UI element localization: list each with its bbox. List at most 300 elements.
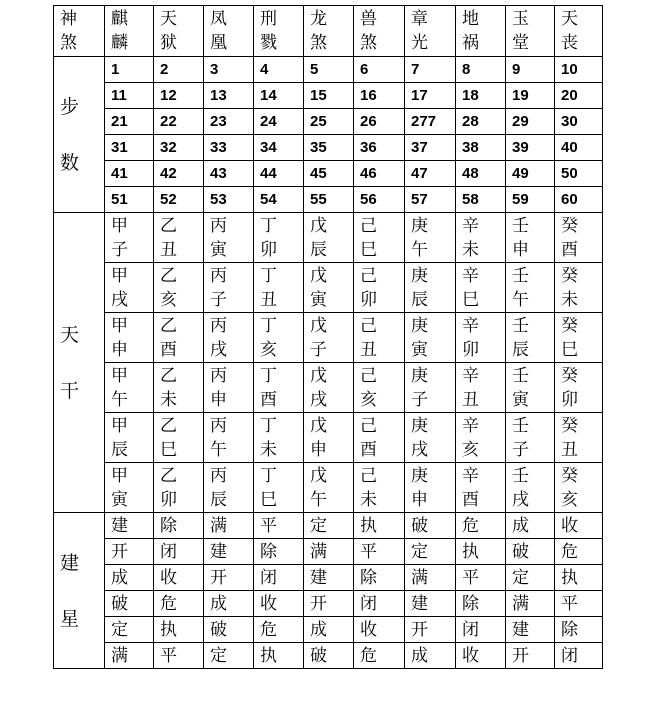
god-name-cell-char: 祸 (462, 33, 479, 53)
ganzhi-cell-char: 甲 (111, 265, 128, 286)
ganzhi-cell (354, 363, 405, 413)
ganzhi-cell-char: 甲 (111, 365, 128, 386)
ganzhi-cell-char: 庚 (411, 465, 428, 486)
jianxing-cell: 破 (105, 591, 154, 617)
step-row (54, 83, 603, 109)
jianxing-cell: 闭 (456, 617, 506, 643)
jianxing-cell: 建 (304, 565, 354, 591)
ganzhi-cell-char: 寅 (411, 339, 428, 360)
ganzhi-cell (506, 413, 555, 463)
jianxing-cell: 执 (154, 617, 204, 643)
ganzhi-cell-char: 酉 (561, 239, 578, 260)
jianxing-cell: 平 (254, 513, 304, 539)
jianxing-cell: 执 (254, 643, 304, 669)
ganzhi-cell (204, 413, 254, 463)
ganzhi-cell-char: 卯 (462, 339, 479, 360)
ganzhi-cell (105, 363, 154, 413)
ganzhi-row (54, 213, 603, 263)
ganzhi-cell-char: 壬 (512, 265, 529, 286)
jianxing-cell: 除 (254, 539, 304, 565)
jianxing-cell: 建 (405, 591, 456, 617)
step-number: 14 (254, 83, 304, 109)
jianxing-cell: 闭 (555, 643, 603, 669)
ganzhi-cell-char: 辰 (210, 489, 227, 510)
ganzhi-cell-char: 己 (360, 465, 377, 486)
ganzhi-cell (105, 213, 154, 263)
step-number: 37 (405, 135, 456, 161)
god-name-cell-char: 麟 (111, 33, 128, 53)
ganzhi-cell-char: 午 (411, 239, 428, 260)
jianxing-row (54, 591, 603, 617)
ganzhi-cell-char: 甲 (111, 315, 128, 336)
god-name-cell-char: 煞 (310, 33, 327, 53)
ganzhi-cell-char: 癸 (561, 315, 578, 336)
ganzhi-cell (405, 363, 456, 413)
ganzhi-cell-char: 乙 (160, 415, 177, 436)
ganzhi-cell-char: 戌 (210, 339, 227, 360)
jianxing-cell: 平 (555, 591, 603, 617)
ganzhi-cell (254, 463, 304, 513)
ganzhi-cell-char: 乙 (160, 265, 177, 286)
ganzhi-cell-char: 丙 (210, 215, 227, 236)
step-number: 19 (506, 83, 555, 109)
ganzhi-cell-char: 申 (411, 489, 428, 510)
jianxing-cell: 定 (506, 565, 555, 591)
step-number: 12 (154, 83, 204, 109)
step-number: 25 (304, 109, 354, 135)
ganzhi-cell-char: 巳 (260, 489, 277, 510)
ganzhi-row (54, 313, 603, 363)
ganzhi-cell-char: 丑 (360, 339, 377, 360)
ganzhi-cell-char: 己 (360, 215, 377, 236)
ganzhi-cell-char: 戊 (310, 415, 327, 436)
jianxing-cell: 除 (154, 513, 204, 539)
jianxing-cell: 收 (354, 617, 405, 643)
god-name-cell (405, 6, 456, 57)
step-number: 59 (506, 187, 555, 213)
ganzhi-cell-char: 子 (210, 289, 227, 310)
jianxing-cell: 闭 (154, 539, 204, 565)
ganzhi-cell (354, 413, 405, 463)
step-row (54, 161, 603, 187)
step-number: 17 (405, 83, 456, 109)
step-number: 53 (204, 187, 254, 213)
ganzhi-cell-char: 子 (310, 339, 327, 360)
ganzhi-cell (354, 463, 405, 513)
ganzhi-cell-char: 辰 (111, 439, 128, 460)
jianxing-cell: 开 (304, 591, 354, 617)
jianxing-cell: 满 (405, 565, 456, 591)
ganzhi-cell-char: 庚 (411, 215, 428, 236)
step-number: 34 (254, 135, 304, 161)
ganzhi-cell-char: 卯 (360, 289, 377, 310)
step-number: 54 (254, 187, 304, 213)
ganzhi-cell (254, 413, 304, 463)
corner-cell-char: 煞 (60, 33, 77, 53)
ganzhi-cell-char: 午 (512, 289, 529, 310)
ganzhi-cell-char: 丙 (210, 315, 227, 336)
ganzhi-cell (304, 263, 354, 313)
ganzhi-cell-char: 戌 (512, 489, 529, 510)
ganzhi-label-char: 干 (60, 379, 80, 402)
ganzhi-cell-char: 癸 (561, 465, 578, 486)
ganzhi-cell-char: 戌 (310, 389, 327, 410)
ganzhi-cell-char: 未 (360, 489, 377, 510)
god-name-cell-char: 章 (411, 9, 428, 29)
jianxing-cell: 破 (506, 539, 555, 565)
ganzhi-cell-char: 巳 (462, 289, 479, 310)
god-name-cell (204, 6, 254, 57)
step-number: 9 (506, 57, 555, 83)
ganzhi-cell-char: 丁 (260, 415, 277, 436)
ganzhi-cell (154, 213, 204, 263)
god-name-cell-char: 麒 (111, 9, 128, 29)
ganzhi-cell (105, 413, 154, 463)
step-number: 35 (304, 135, 354, 161)
jianxing-cell: 执 (456, 539, 506, 565)
jianxing-cell: 成 (105, 565, 154, 591)
step-number: 4 (254, 57, 304, 83)
ganzhi-cell-char: 巳 (160, 439, 177, 460)
ganzhi-cell (354, 263, 405, 313)
corner-cell-char: 神 (60, 9, 77, 29)
ganzhi-cell-char: 乙 (160, 215, 177, 236)
ganzhi-cell-char: 未 (260, 439, 277, 460)
ganzhi-cell-char: 丙 (210, 265, 227, 286)
god-name-cell (456, 6, 506, 57)
ganzhi-cell (405, 263, 456, 313)
jianxing-cell: 闭 (254, 565, 304, 591)
step-number: 24 (254, 109, 304, 135)
god-name-cell-char: 凤 (210, 9, 227, 29)
ganzhi-cell (405, 413, 456, 463)
jianxing-cell: 危 (555, 539, 603, 565)
god-name-cell-char: 戮 (260, 33, 277, 53)
ganzhi-cell-char: 午 (310, 489, 327, 510)
step-number: 58 (456, 187, 506, 213)
ganzhi-cell-char: 辛 (462, 365, 479, 386)
jianxing-cell: 破 (304, 643, 354, 669)
jianxing-cell: 成 (405, 643, 456, 669)
ganzhi-cell-char: 庚 (411, 365, 428, 386)
jianxing-cell: 破 (204, 617, 254, 643)
god-name-cell (304, 6, 354, 57)
jianxing-cell: 执 (555, 565, 603, 591)
ganzhi-cell-char: 丙 (210, 415, 227, 436)
ganzhi-label (54, 213, 105, 513)
step-number: 5 (304, 57, 354, 83)
ganzhi-cell (154, 263, 204, 313)
ganzhi-cell-char: 己 (360, 415, 377, 436)
jianxing-row (54, 643, 603, 669)
jianxing-label (54, 513, 105, 669)
ganzhi-cell-char: 丁 (260, 265, 277, 286)
jianxing-cell: 除 (456, 591, 506, 617)
ganzhi-cell-char: 戊 (310, 365, 327, 386)
ganzhi-cell-char: 乙 (160, 315, 177, 336)
step-number: 11 (105, 83, 154, 109)
ganzhi-cell-char: 庚 (411, 315, 428, 336)
step-number: 8 (456, 57, 506, 83)
ganzhi-cell (555, 263, 603, 313)
step-number: 32 (154, 135, 204, 161)
ganzhi-cell-char: 丙 (210, 465, 227, 486)
jianxing-cell: 满 (204, 513, 254, 539)
ganzhi-cell (304, 413, 354, 463)
jianxing-cell: 开 (405, 617, 456, 643)
step-row (54, 109, 603, 135)
step-number: 52 (154, 187, 204, 213)
god-name-cell (254, 6, 304, 57)
ganzhi-cell (304, 313, 354, 363)
ganzhi-cell-char: 戊 (310, 315, 327, 336)
ganzhi-cell-char: 辛 (462, 315, 479, 336)
jianxing-cell: 危 (154, 591, 204, 617)
ganzhi-cell-char: 酉 (360, 439, 377, 460)
ganzhi-cell (204, 263, 254, 313)
step-number: 6 (354, 57, 405, 83)
jianxing-cell: 收 (555, 513, 603, 539)
ganzhi-cell (154, 463, 204, 513)
ganzhi-row (54, 463, 603, 513)
step-number: 31 (105, 135, 154, 161)
ganzhi-cell-char: 乙 (160, 465, 177, 486)
step-number: 43 (204, 161, 254, 187)
ganzhi-cell-char: 辛 (462, 415, 479, 436)
jianxing-cell: 危 (456, 513, 506, 539)
ganzhi-cell-char: 戊 (310, 265, 327, 286)
step-number: 277 (405, 109, 456, 135)
ganzhi-cell (405, 213, 456, 263)
jianxing-cell: 成 (204, 591, 254, 617)
step-number: 47 (405, 161, 456, 187)
ganzhi-cell (154, 313, 204, 363)
jianxing-cell: 开 (105, 539, 154, 565)
ganzhi-cell (304, 213, 354, 263)
ganzhi-cell-char: 寅 (210, 239, 227, 260)
step-number: 21 (105, 109, 154, 135)
ganzhi-cell-char: 癸 (561, 265, 578, 286)
ganzhi-row (54, 363, 603, 413)
ganzhi-cell (105, 263, 154, 313)
ganzhi-cell (555, 463, 603, 513)
ganzhi-cell-char: 子 (111, 239, 128, 260)
jianxing-cell: 收 (154, 565, 204, 591)
step-number: 33 (204, 135, 254, 161)
jianxing-row (54, 539, 603, 565)
jianxing-cell: 开 (204, 565, 254, 591)
ganzhi-cell (506, 463, 555, 513)
ganzhi-cell (354, 213, 405, 263)
ganzhi-cell-char: 庚 (411, 415, 428, 436)
step-number: 1 (105, 57, 154, 83)
ganzhi-cell-char: 壬 (512, 365, 529, 386)
ganzhi-cell-char: 丑 (462, 389, 479, 410)
ganzhi-cell-char: 未 (561, 289, 578, 310)
jianxing-cell: 危 (254, 617, 304, 643)
jianxing-cell: 定 (105, 617, 154, 643)
ganzhi-cell-char: 卯 (160, 489, 177, 510)
ganzhi-cell (204, 363, 254, 413)
god-name-cell-char: 堂 (512, 33, 529, 53)
step-number: 40 (555, 135, 603, 161)
step-row (54, 187, 603, 213)
step-number: 55 (304, 187, 354, 213)
ganzhi-cell-char: 子 (411, 389, 428, 410)
jianxing-cell: 平 (456, 565, 506, 591)
ganzhi-cell (105, 313, 154, 363)
jianxing-cell: 建 (105, 513, 154, 539)
ganzhi-cell (456, 463, 506, 513)
ganzhi-cell-char: 癸 (561, 365, 578, 386)
ganzhi-cell (254, 263, 304, 313)
step-number: 57 (405, 187, 456, 213)
ganzhi-cell-char: 辰 (411, 289, 428, 310)
god-name-cell-char: 天 (160, 9, 177, 29)
jianxing-cell: 平 (154, 643, 204, 669)
step-number: 44 (254, 161, 304, 187)
god-name-cell-char: 天 (561, 9, 578, 29)
jianxing-row (54, 565, 603, 591)
steps-label (54, 57, 105, 213)
god-name-cell-char: 凰 (210, 33, 227, 53)
step-number: 3 (204, 57, 254, 83)
ganzhi-cell-char: 甲 (111, 215, 128, 236)
ganzhi-cell-char: 壬 (512, 215, 529, 236)
jianxing-cell: 破 (405, 513, 456, 539)
ganzhi-cell (555, 213, 603, 263)
ganzhi-cell-char: 申 (512, 239, 529, 260)
ganzhi-cell-char: 丁 (260, 465, 277, 486)
step-number: 22 (154, 109, 204, 135)
ganzhi-cell (254, 213, 304, 263)
jianxing-row (54, 513, 603, 539)
ganzhi-cell-char: 壬 (512, 315, 529, 336)
header-row (54, 6, 603, 57)
step-number: 45 (304, 161, 354, 187)
step-number: 10 (555, 57, 603, 83)
step-number: 49 (506, 161, 555, 187)
ganzhi-row (54, 413, 603, 463)
jianxing-cell: 满 (304, 539, 354, 565)
ganzhi-cell (304, 463, 354, 513)
god-name-cell (105, 6, 154, 57)
god-name-cell-char: 玉 (512, 9, 529, 29)
step-number: 13 (204, 83, 254, 109)
ganzhi-cell-char: 午 (111, 389, 128, 410)
ganzhi-cell-char: 甲 (111, 465, 128, 486)
step-number: 16 (354, 83, 405, 109)
step-number: 60 (555, 187, 603, 213)
jianxing-cell: 建 (204, 539, 254, 565)
ganzhi-cell (456, 363, 506, 413)
ganzhi-cell-char: 辰 (310, 239, 327, 260)
ganzhi-cell-char: 丑 (160, 239, 177, 260)
god-name-cell-char: 狱 (160, 33, 177, 53)
ganzhi-cell-char: 酉 (462, 489, 479, 510)
ganzhi-cell (555, 313, 603, 363)
god-name-cell (154, 6, 204, 57)
ganzhi-label-char: 天 (60, 323, 80, 346)
step-number: 23 (204, 109, 254, 135)
ganzhi-cell (254, 363, 304, 413)
step-number: 30 (555, 109, 603, 135)
jianxing-label-char: 星 (60, 607, 80, 630)
ganzhi-cell-char: 申 (310, 439, 327, 460)
ganzhi-cell-char: 酉 (260, 389, 277, 410)
ganzhi-cell-char: 丁 (260, 365, 277, 386)
ganzhi-cell-char: 亥 (360, 389, 377, 410)
ganzhi-cell (304, 363, 354, 413)
god-name-cell (354, 6, 405, 57)
ganzhi-cell-char: 午 (210, 439, 227, 460)
ganzhi-cell (405, 313, 456, 363)
ganzhi-cell-char: 己 (360, 315, 377, 336)
step-number: 56 (354, 187, 405, 213)
ganzhi-cell-char: 巳 (561, 339, 578, 360)
ganzhi-cell-char: 寅 (111, 489, 128, 510)
ganzhi-cell-char: 己 (360, 365, 377, 386)
ganzhi-cell-char: 巳 (360, 239, 377, 260)
ganzhi-cell-char: 庚 (411, 265, 428, 286)
ganzhi-cell-char: 己 (360, 265, 377, 286)
ganzhi-cell-char: 辛 (462, 265, 479, 286)
ganzhi-cell (204, 313, 254, 363)
ganzhi-cell-char: 卯 (561, 389, 578, 410)
ganzhi-cell (456, 263, 506, 313)
ganzhi-cell (506, 313, 555, 363)
god-name-cell (506, 6, 555, 57)
step-number: 38 (456, 135, 506, 161)
step-row (54, 135, 603, 161)
jianxing-cell: 开 (506, 643, 555, 669)
ganzhi-cell-char: 戌 (111, 289, 128, 310)
jianxing-cell: 满 (105, 643, 154, 669)
ganzhi-row (54, 263, 603, 313)
ganzhi-cell (506, 263, 555, 313)
ganzhi-cell (456, 213, 506, 263)
step-number: 41 (105, 161, 154, 187)
ganzhi-cell-char: 未 (462, 239, 479, 260)
ganzhi-cell-char: 戌 (411, 439, 428, 460)
ganzhi-cell-char: 寅 (310, 289, 327, 310)
step-number: 2 (154, 57, 204, 83)
ganzhi-cell-char: 癸 (561, 415, 578, 436)
jianxing-cell: 定 (204, 643, 254, 669)
jianxing-cell: 闭 (354, 591, 405, 617)
step-number: 48 (456, 161, 506, 187)
ganzhi-cell (555, 413, 603, 463)
ganzhi-cell-char: 辰 (512, 339, 529, 360)
ganzhi-cell (254, 313, 304, 363)
ganzhi-cell-char: 寅 (512, 389, 529, 410)
ganzhi-cell-char: 亥 (160, 289, 177, 310)
god-name-cell-char: 煞 (360, 33, 377, 53)
step-row (54, 57, 603, 83)
ganzhi-cell-char: 丑 (561, 439, 578, 460)
god-name-cell-char: 光 (411, 33, 428, 53)
jianxing-row (54, 617, 603, 643)
step-number: 36 (354, 135, 405, 161)
ganzhi-cell-char: 丑 (260, 289, 277, 310)
jianxing-label-char: 建 (60, 551, 80, 574)
ganzhi-cell-char: 卯 (260, 239, 277, 260)
steps-label-char: 步 (60, 95, 80, 118)
jianxing-cell: 平 (354, 539, 405, 565)
ganzhi-cell-char: 丁 (260, 215, 277, 236)
ganzhi-cell (405, 463, 456, 513)
ganzhi-cell (154, 363, 204, 413)
